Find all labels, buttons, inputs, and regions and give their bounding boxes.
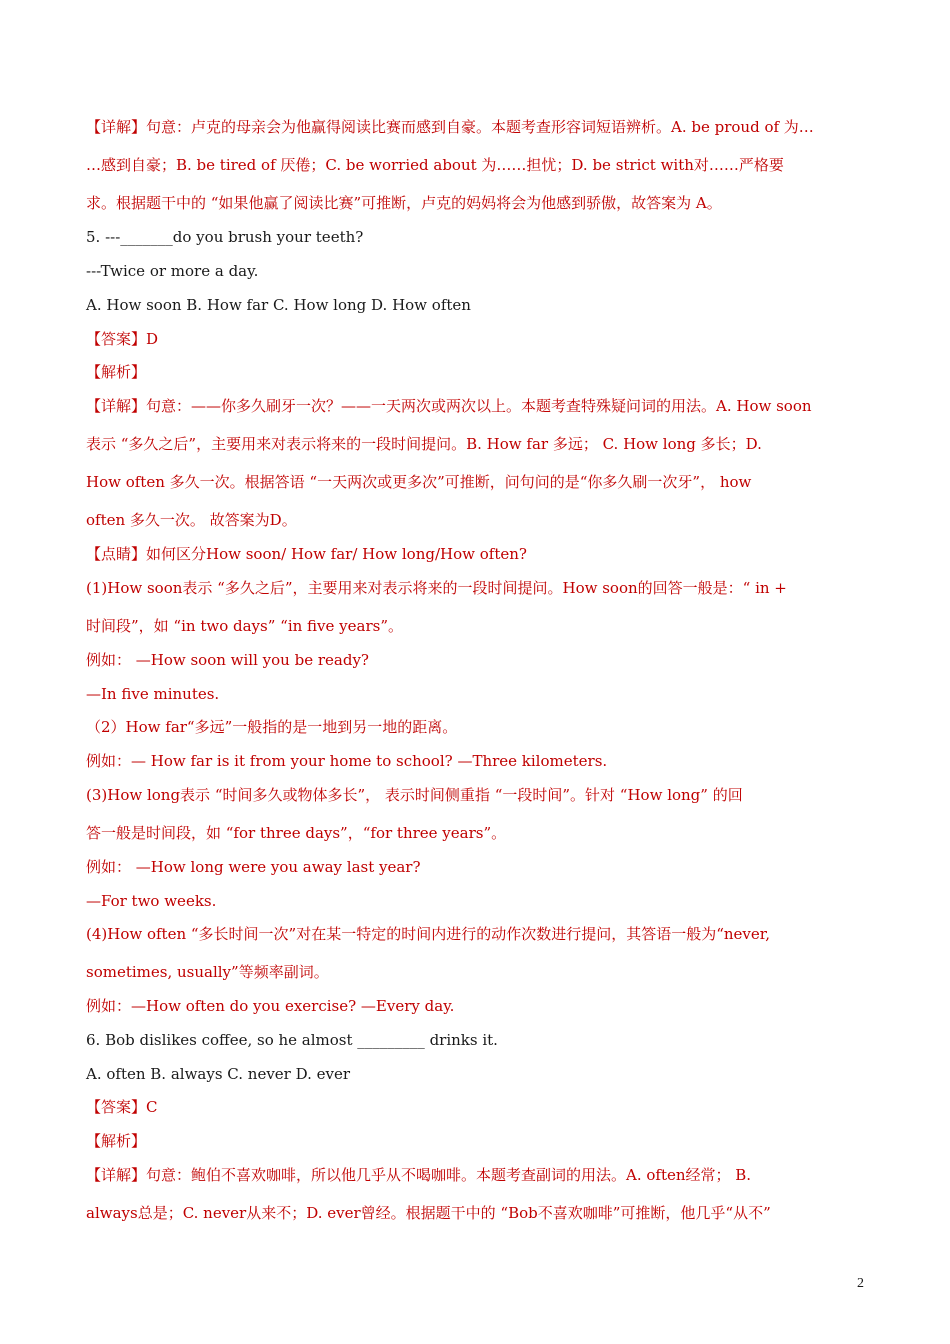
- text-line: (3)How long表示 “时间多久或物体多长”， 表示时间侧重指 “一段时间”。针对 “How long” 的回: [86, 786, 743, 804]
- text-line: 例如： —How long were you away last year?: [86, 858, 421, 876]
- text-line: 例如：—How often do you exercise? —Every day.: [86, 997, 455, 1015]
- text-line: often 多久一次。 故答案为D。: [86, 511, 297, 529]
- text-line: …感到自豪；B. be tired of 厌倦；C. be worried about 为……担忧；D. be strict with对……严格要: [86, 156, 784, 174]
- text-line: （2）How far“多远”一般指的是一地到另一地的距离。: [86, 718, 458, 736]
- text-line: 表示 “多久之后”，主要用来对表示将来的一段时间提问。B. How far 多远； C. How long 多长；D.: [86, 435, 762, 453]
- text-line: sometimes, usually”等频率副词。: [86, 963, 329, 981]
- text-line: 答一般是时间段，如 “for three days”，“for three years”。: [86, 824, 507, 842]
- text-line: always总是；C. never从来不；D. ever曾经。根据题干中的 “Bob不喜欢咖啡”可推断，他几乎“从不”: [86, 1204, 771, 1222]
- text-line: 【详解】句意：鲍伯不喜欢咖啡，所以他几乎从不喝咖啡。本题考查副词的用法。A. often经常； B.: [86, 1166, 752, 1184]
- question-5-options: A. How soon B. How far C. How long D. How often: [86, 296, 471, 314]
- answer-label: 【答案】C: [86, 1098, 158, 1116]
- tip-heading: 【点睛】如何区分How soon/ How far/ How long/How often?: [86, 545, 527, 563]
- text-line: 求。根据题干中的 “如果他赢了阅读比赛”可推断，卢克的妈妈将会为他感到骄傲，故答案为 A。: [86, 194, 722, 212]
- text-line: How often 多久一次。根据答语 “一天两次或更多次”可推断，问句问的是“你多久刷一次牙”， how: [86, 473, 752, 491]
- analysis-label: 【解析】: [86, 1132, 147, 1150]
- text-line: 例如：— How far is it from your home to school? —Three kilometers.: [86, 752, 608, 770]
- analysis-label: 【解析】: [86, 363, 147, 381]
- question-6-options: A. often B. always C. never D. ever: [86, 1065, 351, 1083]
- text-line: (1)How soon表示 “多久之后”，主要用来对表示将来的一段时间提问。How soon的回答一般是：“ in +: [86, 579, 787, 597]
- text-line: 【详解】句意：——你多久刷牙一次？——一天两次或两次以上。本题考查特殊疑问词的用法。A. How soon: [86, 397, 812, 415]
- page-number: 2: [857, 1276, 864, 1291]
- question-6-stem: 6. Bob dislikes coffee, so he almost _________ drinks it.: [86, 1031, 498, 1049]
- text-line: 时间段”，如 “in two days” “in five years”。: [86, 617, 404, 635]
- answer-label: 【答案】D: [86, 330, 159, 348]
- question-5-stem: 5. ---_______do you brush your teeth?: [86, 228, 364, 246]
- text-line: 【详解】句意：卢克的母亲会为他赢得阅读比赛而感到自豪。本题考查形容词短语辨析。A. be proud of 为…: [86, 118, 814, 136]
- text-line: —In five minutes.: [86, 685, 220, 703]
- text-line: (4)How often “多长时间一次”对在某一特定的时间内进行的动作次数进行提问，其答语一般为“never,: [86, 925, 771, 943]
- question-5-response: ---Twice or more a day.: [86, 262, 259, 280]
- text-line: —For two weeks.: [86, 892, 217, 910]
- text-line: 例如： —How soon will you be ready?: [86, 651, 369, 669]
